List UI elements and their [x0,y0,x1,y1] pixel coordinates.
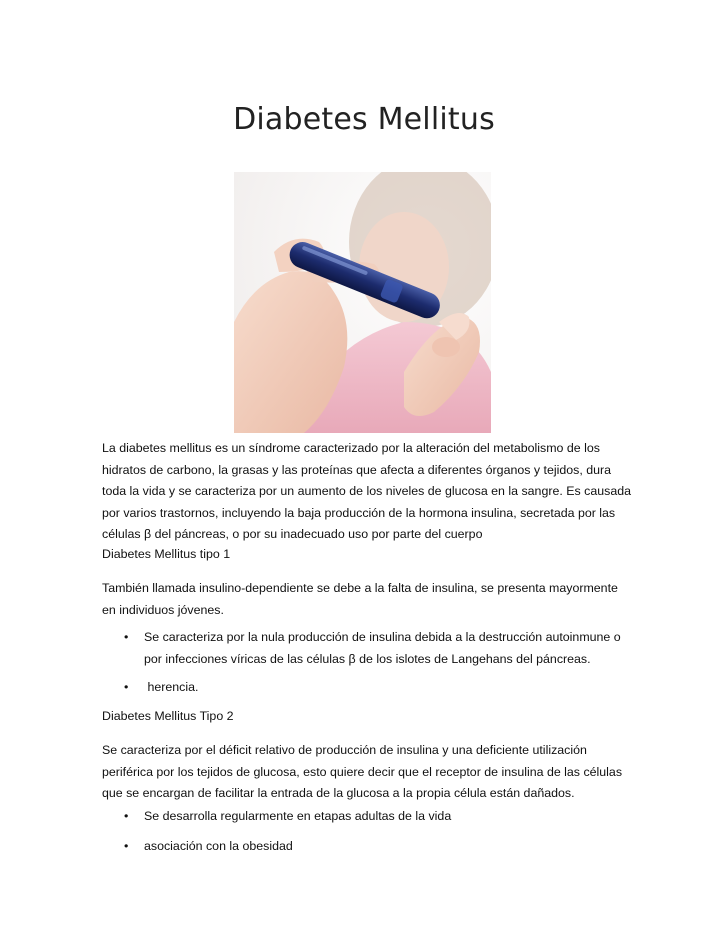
intro-paragraph: La diabetes mellitus es un síndrome caracterizado por la alteración del metabolismo de los hidratos de carbono, la grasas y las proteínas que afecta a diferentes órganos y tejidos, dura toda la vida y se caracteriza por un aumento de los niveles de glucosa en la sangre. Es causada por varios trastornos, incluyendo la baja producción de la hormona insulina, secretada por las células β del páncreas, o por su inadecuado uso por parte del cuerpo [102,441,631,541]
type2-heading: Diabetes Mellitus Tipo 2 [102,709,234,723]
bullet-icon: • [124,839,129,853]
bullet-icon: • [124,809,129,823]
type2-paragraph: Se caracteriza por el déficit relativo de producción de insulina y una deficiente utilización periférica por los tejidos de glucosa, esto quiere decir que el receptor de insulina de las células que se encargan de facilitar la entrada de la glucosa a la propia célula están dañados. [102,743,623,800]
list-item [102,627,632,670]
type1-heading: Diabetes Mellitus tipo 1 [102,547,231,561]
bullet-icon: • [124,680,129,694]
list-item [102,806,632,828]
type1-bullet-list [102,627,632,670]
list-item [102,836,632,858]
list-item-text: herencia. [144,680,199,694]
glucose-test-photo [234,172,491,433]
type1-paragraph: También llamada insulino-dependiente se debe a la falta de insulina, se presenta mayormente en individuos jóvenes. [102,581,618,617]
list-item-text: Se desarrolla regularmente en etapas adultas de la vida [144,809,452,823]
list-item [102,677,632,699]
list-item-text: Se caracteriza por la nula producción de insulina debida a la destrucción autoinmune o por infecciones víricas de las células β de los islotes de Langehans del páncreas. [144,630,621,666]
type2-bullet-list [102,806,632,828]
type1-bullet-list-2 [102,677,632,699]
document-title: Diabetes Mellitus [233,102,495,137]
bullet-icon: • [124,630,129,644]
type2-bullet-list-2 [102,836,632,858]
list-item-text: asociación con la obesidad [144,839,293,853]
photo-illustration [234,172,491,433]
